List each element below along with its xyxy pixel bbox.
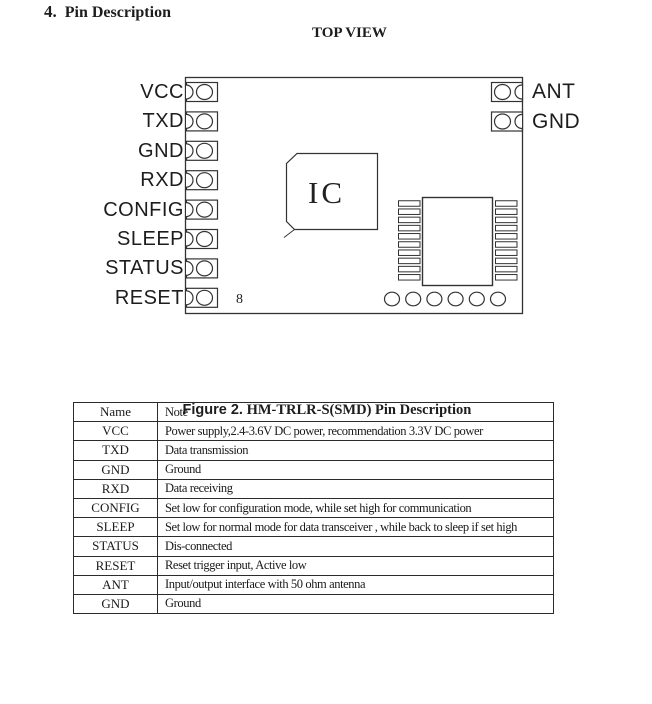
table-row [74,537,554,556]
pad-left-sleep-notch [186,232,193,246]
via-pad [385,292,400,306]
top-view-label: TOP VIEW [312,25,387,41]
pad-left-rxd-hole [197,173,213,188]
qfp-lead-left [399,225,421,231]
left-pin-label-vcc: VCC [140,81,184,103]
pad-right-ant-notch [515,85,522,99]
table-row [74,479,554,498]
pin-note-cell: Power supply,2.4-3.6V DC power, recommendation 3.3V DC power [158,422,554,441]
table-row [74,556,554,575]
table-row [74,498,554,517]
pad-right-ant-hole [495,85,511,100]
left-pin-label-gnd: GND [138,139,184,162]
qfp-chip-body [423,198,493,286]
column-header-note: Note [158,403,554,422]
pad-right-gnd-notch [515,115,522,129]
via-pad [491,292,506,306]
pad-left-gnd-notch [186,144,193,158]
table-row [74,422,554,441]
pin-note-cell: Ground [158,460,554,479]
qfp-lead-right [496,217,518,223]
pin-name-cell: SLEEP [74,518,158,537]
via-pad [427,292,442,306]
pin-name-cell: ANT [74,575,158,594]
pin-number-label: 8 [236,292,243,307]
pin-note-cell: Data receiving [158,479,554,498]
qfp-lead-left [399,275,421,281]
pin-name-cell: TXD [74,441,158,460]
right-pin-label-ant: ANT [532,80,576,103]
right-pin-label-gnd: GND [532,109,581,133]
qfp-lead-right [496,234,518,240]
left-pin-label-reset: RESET [114,286,184,309]
ic-label: IC [308,175,345,210]
qfp-lead-right [496,266,518,272]
via-pad [469,292,484,306]
pin-name-cell: STATUS [74,537,158,556]
qfp-lead-right [496,201,518,207]
left-pin-label-rxd: RXD [140,169,184,192]
pad-left-config-hole [197,202,213,217]
pad-left-reset-notch [186,291,193,305]
qfp-lead-left [399,258,421,264]
pad-left-status-hole [197,261,213,276]
section-title: Pin Description [64,4,171,21]
qfp-lead-left [399,250,421,256]
table-header-row [74,403,554,422]
table-row [74,441,554,460]
pin-name-cell: RESET [74,556,158,575]
table-row [74,594,554,613]
pin-name-cell: GND [74,460,158,479]
qfp-lead-right [496,250,518,256]
qfp-lead-left [399,217,421,223]
qfp-lead-left [399,266,421,272]
pad-left-txd-notch [186,114,193,128]
section-number: 4. [44,2,57,21]
pad-left-vcc-hole [197,85,213,100]
qfp-lead-right [496,258,518,264]
pad-left-vcc-notch [186,85,193,99]
pin-name-cell: VCC [74,422,158,441]
pin-note-cell: Reset trigger input, Active low [158,556,554,575]
pad-left-rxd-notch [186,173,193,187]
pin-note-cell: Data transmission [158,441,554,460]
qfp-lead-right [496,242,518,248]
pin-note-cell: Set low for normal mode for data transceiver , while back to sleep if set high [158,518,554,537]
qfp-lead-left [399,242,421,248]
table-row [74,518,554,537]
pad-left-gnd-hole [197,143,213,158]
pad-left-reset-hole [197,290,213,305]
qfp-lead-left [399,201,421,207]
pin-note-cell: Input/output interface with 50 ohm antenna [158,575,554,594]
module-board-outline [186,78,523,314]
qfp-lead-right [496,275,518,281]
pin-description-table [73,402,554,614]
pin-name-cell: GND [74,594,158,613]
ic-corner-mark [284,230,295,238]
pad-right-gnd-hole [495,114,511,129]
pad-left-sleep-hole [197,232,213,247]
pin-note-cell: Set low for configuration mode, while set high for communication [158,498,554,517]
qfp-lead-left [399,234,421,240]
pin-name-cell: RXD [74,479,158,498]
pad-left-status-notch [186,261,193,275]
pad-left-config-notch [186,203,193,217]
left-pin-label-sleep: SLEEP [117,228,184,250]
left-pin-label-config: CONFIG [103,198,184,221]
left-pin-label-txd: TXD [142,110,184,133]
qfp-lead-left [399,209,421,215]
table-row [74,575,554,594]
figure-caption-title: HM-TRLR-S(SMD) Pin Description [242,402,472,418]
table-row [74,460,554,479]
via-pad [448,292,463,306]
pad-left-txd-hole [197,114,213,129]
qfp-lead-right [496,209,518,215]
figure-caption-number: Figure 2. [182,402,243,418]
pin-note-cell: Ground [158,594,554,613]
via-pad [406,292,421,306]
pin-note-cell: Dis-connected [158,537,554,556]
qfp-lead-right [496,225,518,231]
left-pin-label-status: STATUS [105,257,184,280]
column-header-name: Name [74,403,158,422]
pin-name-cell: CONFIG [74,498,158,517]
